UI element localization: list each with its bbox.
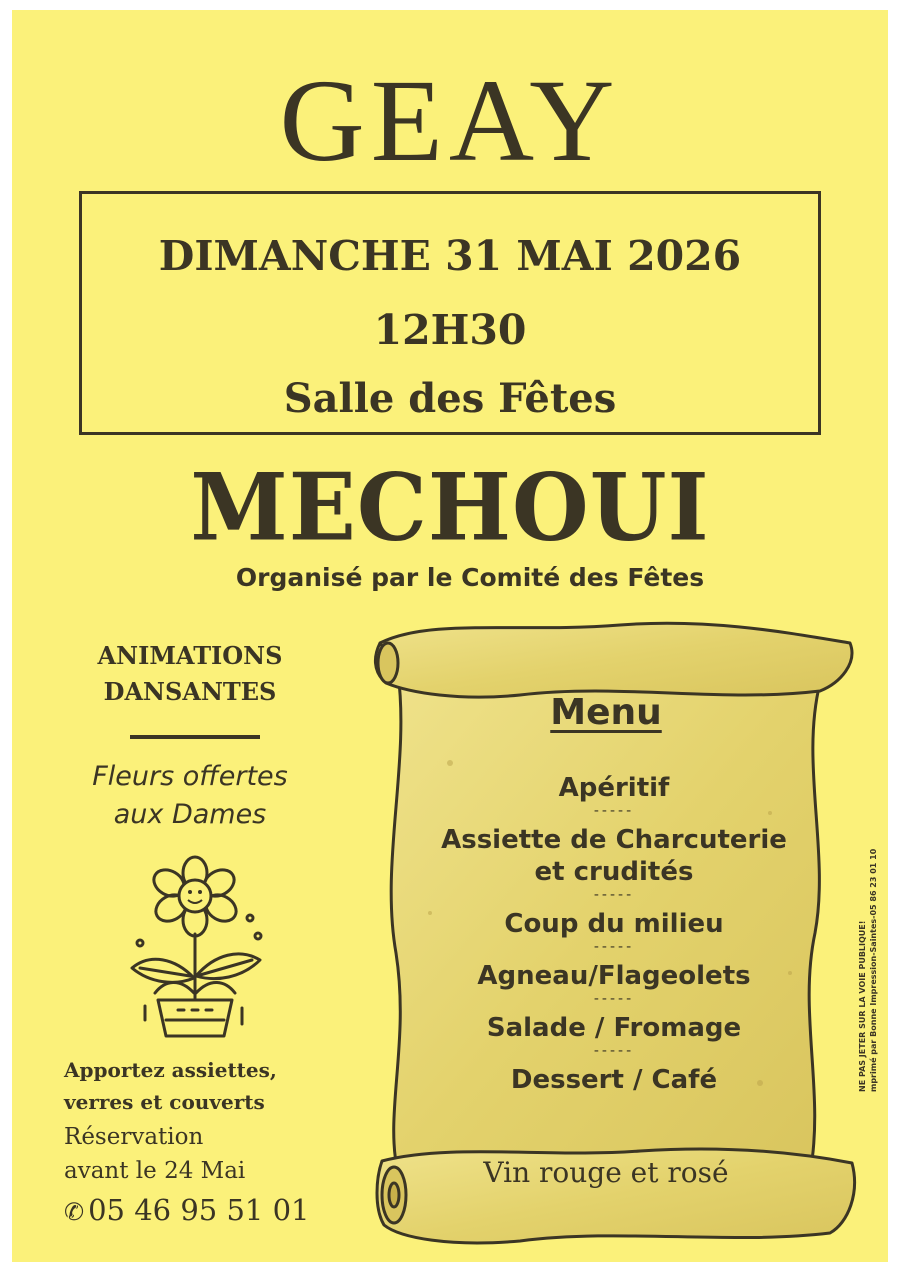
menu-list bbox=[394, 772, 834, 1096]
left-divider bbox=[130, 735, 260, 739]
flowers-line-1: Fleurs offertes bbox=[92, 761, 288, 792]
animations-heading bbox=[50, 638, 330, 710]
event-time: 12H30 bbox=[373, 306, 527, 354]
menu-title: Menu bbox=[550, 692, 662, 733]
phone-line bbox=[64, 1192, 364, 1230]
flower-pot-icon bbox=[120, 848, 270, 1038]
reservation-note bbox=[64, 1120, 364, 1188]
footer-line-2: mprimé par Bonne Impression-Saintes-05 86 23 01 10 bbox=[869, 848, 878, 1092]
wine-note: Vin rouge et rosé bbox=[483, 1156, 729, 1189]
menu-separator: ----- bbox=[593, 991, 635, 1007]
reservation-line-2: avant le 24 Mai bbox=[64, 1158, 246, 1184]
menu-separator: ----- bbox=[593, 1043, 635, 1059]
menu-item-crudites: et crudités bbox=[534, 857, 694, 887]
event-venue: Salle des Fêtes bbox=[283, 375, 617, 422]
reservation-line-1: Réservation bbox=[64, 1124, 204, 1150]
menu-separator: ----- bbox=[593, 887, 635, 903]
menu-item-dessert-cafe: Dessert / Café bbox=[510, 1065, 718, 1095]
animations-line-1: ANIMATIONS bbox=[97, 641, 283, 670]
footer-line-1: NE PAS JETER SUR LA VOIE PUBLIQUE! bbox=[858, 920, 867, 1092]
bring-line-1: Apportez assiettes, bbox=[64, 1058, 277, 1082]
organizer-line: Organisé par le Comité des Fêtes bbox=[235, 563, 705, 592]
menu-item-salade-fromage: Salade / Fromage bbox=[486, 1013, 742, 1043]
phone-number: 05 46 95 51 01 bbox=[88, 1193, 310, 1227]
phone-icon: ✆ bbox=[64, 1198, 85, 1226]
event-date: DIMANCHE 31 MAI 2026 bbox=[158, 232, 742, 280]
flowers-line-2: aux Dames bbox=[113, 799, 267, 830]
menu-item-agneau: Agneau/Flageolets bbox=[477, 961, 751, 991]
printer-footer bbox=[857, 792, 879, 1092]
animations-line-2: DANSANTES bbox=[103, 677, 277, 706]
poster bbox=[12, 10, 888, 1262]
menu-item-charcuterie: Assiette de Charcuterie bbox=[441, 825, 787, 855]
bring-line-2: verres et couverts bbox=[64, 1090, 265, 1114]
flowers-note bbox=[50, 758, 330, 834]
menu-item-aperitif: Apéritif bbox=[558, 773, 670, 803]
menu-separator: ----- bbox=[593, 803, 635, 819]
menu-separator: ----- bbox=[593, 939, 635, 955]
event-info-box bbox=[79, 191, 821, 435]
menu-item-coup-du-milieu: Coup du milieu bbox=[504, 909, 724, 939]
town-name: GEAY bbox=[279, 55, 621, 186]
event-title: MECHOUI bbox=[190, 452, 710, 562]
bring-tableware-note bbox=[64, 1054, 364, 1118]
